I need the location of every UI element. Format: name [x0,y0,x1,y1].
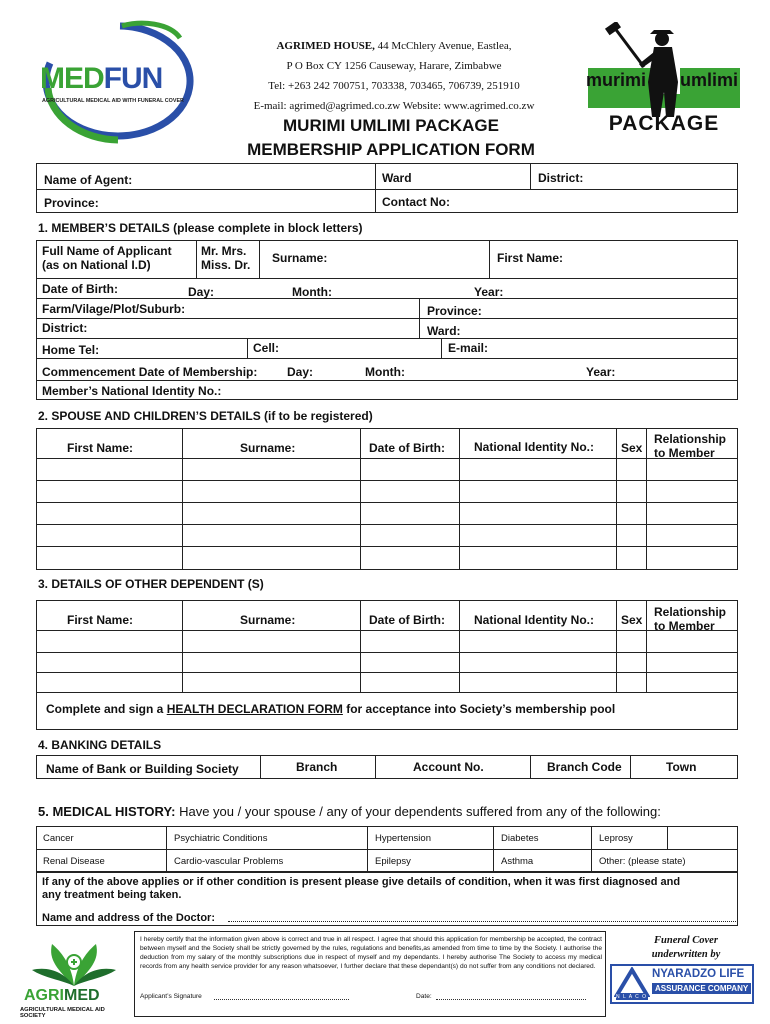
full-name-label-2: (as on National I.D) [42,258,151,272]
commencement-day-field[interactable]: Day: [287,365,314,379]
section-2-title: 2. SPOUSE AND CHILDREN’S DETAILS (if to be registered) [38,409,373,423]
s3-col-first-name: First Name: [67,613,134,627]
town-field[interactable]: Town [666,760,697,774]
agent-district-field[interactable]: District: [538,171,584,185]
condition-psychiatric[interactable]: Psychiatric Conditions [174,833,268,844]
member-province-field[interactable]: Province: [427,304,482,318]
condition-details-line-1: If any of the above applies or if other condition is present please give details of condition, when it was first diagnosed and [42,876,681,888]
health-declaration-link[interactable]: HEALTH DECLARATION FORM [166,702,343,716]
package-logo-package-word: PACKAGE [608,112,720,135]
form-title-line-2: MEMBERSHIP APPLICATION FORM [247,140,535,159]
condition-other[interactable]: Other: (please state) [599,856,686,867]
agrimed-word-agri: AGRI [24,987,64,1004]
member-district-field[interactable]: District: [42,321,88,335]
commencement-label: Commencement Date of Membership: [42,365,258,379]
medfun-word-b: FUN [103,62,163,95]
date-field[interactable]: Date: [416,993,432,1000]
nyaradzo-name-1: NYARADZO LIFE [652,968,745,980]
condition-asthma[interactable]: Asthma [501,856,534,867]
email-web-line: E-mail: agrimed@agrimed.co.zw Website: www.agrimed.co.zw [253,100,535,112]
date-dotted-line [436,999,586,1000]
branch-field[interactable]: Branch [296,760,338,774]
title-miss-dr[interactable]: Miss. Dr. [201,258,251,272]
condition-cardio[interactable]: Cardio-vascular Problems [174,856,284,867]
condition-epilepsy[interactable]: Epilepsy [375,856,411,867]
medfun-tagline: AGRICULTURAL MEDICAL AID WITH FUNERAL COVER [42,98,184,104]
address-line: AGRIMED HOUSE, 44 McChlery Avenue, Eastlea, [276,40,512,52]
nyaradzo-name-2: ASSURANCE COMPANY [652,983,751,994]
package-logo-right-word: umlimi [680,70,739,90]
commencement-year-field[interactable]: Year: [586,365,616,379]
signature-dotted-line [214,999,349,1000]
funeral-cover-note: Funeral Cover underwritten by [651,935,721,960]
package-logo [584,22,744,140]
condition-cancer[interactable]: Cancer [43,833,74,844]
nyaradzo-logo [610,964,754,1004]
medfun-logo [30,18,210,148]
agrimed-tagline: AGRICULTURAL MEDICAL AID SOCIETY [20,1007,105,1019]
national-id-field[interactable]: Member’s National Identity No.: [42,384,222,398]
agent-contact-field[interactable]: Contact No: [382,195,450,209]
s2-col-relationship-2: to Member [654,446,715,460]
s2-col-relationship-1: Relationship [654,432,727,446]
account-no-field[interactable]: Account No. [413,760,484,774]
farm-field[interactable]: Farm/Vilage/Plot/Suburb: [42,302,186,316]
condition-diabetes[interactable]: Diabetes [501,833,539,844]
doctor-dotted-line [228,921,736,922]
tel-line: Tel: +263 242 700751, 703338, 703465, 706739, 251910 [268,80,520,92]
home-tel-field[interactable]: Home Tel: [42,343,100,357]
package-logo-left-word: murimi [586,70,647,90]
condition-hypertension[interactable]: Hypertension [375,833,431,844]
condition-details-line-2: any treatment being taken. [42,889,182,901]
agent-ward-field[interactable]: Ward [382,171,412,185]
agrimed-leaf-icon [18,940,130,990]
s3-col-relationship-1: Relationship [654,605,727,619]
dob-label: Date of Birth: [42,282,118,296]
cell-field[interactable]: Cell: [253,341,280,355]
nyaradzo-tag: N L A C O [616,994,648,1000]
medfun-word-a: MED [40,62,104,95]
surname-field[interactable]: Surname: [272,251,328,265]
s2-col-sex: Sex [621,441,643,455]
s3-col-surname: Surname: [240,613,296,627]
bank-name-field[interactable]: Name of Bank or Building Society [46,762,239,776]
health-declaration-note: Complete and sign a HEALTH DECLARATION FORM for acceptance into Society’s membership pool [46,702,616,716]
agent-province-field[interactable]: Province: [44,196,99,210]
branch-code-field[interactable]: Branch Code [547,760,622,774]
s2-col-national-id: National Identity No.: [474,440,594,454]
s3-col-dob: Date of Birth: [369,613,445,627]
dob-month-field[interactable]: Month: [292,285,332,299]
agrimed-logo [18,940,130,1020]
po-box-line: P O Box CY 1256 Causeway, Harare, Zimbabwe [286,60,502,72]
s2-col-first-name: First Name: [67,441,134,455]
dob-day-field[interactable]: Day: [188,285,215,299]
applicant-signature-field[interactable]: Applicant’s Signature [140,993,202,1000]
dob-year-field[interactable]: Year: [474,285,504,299]
form-title-line-1: MURIMI UMLIMI PACKAGE [283,116,499,135]
email-field[interactable]: E-mail: [448,341,489,355]
section-4-title: 4. BANKING DETAILS [38,738,162,752]
s2-col-surname: Surname: [240,441,296,455]
commencement-month-field[interactable]: Month: [365,365,405,379]
full-name-label-1: Full Name of Applicant [42,244,172,258]
first-name-field[interactable]: First Name: [497,251,564,265]
s2-col-dob: Date of Birth: [369,441,445,455]
s3-col-relationship-2: to Member [654,619,715,633]
condition-leprosy[interactable]: Leprosy [599,833,633,844]
section-5-title: 5. MEDICAL HISTORY: Have you / your spouse / any of your dependents suffered from any of the following: [38,804,661,819]
member-ward-field[interactable]: Ward: [427,324,461,338]
title-mr-mrs[interactable]: Mr. Mrs. [201,244,247,258]
agrimed-word-med: MED [64,987,100,1004]
s3-col-sex: Sex [621,613,643,627]
doctor-field[interactable]: Name and address of the Doctor: [42,912,215,924]
certification-text: I hereby certify that the information given above is correct and true in all respect. I agree that should this application for membership be accepted, the contract between myself and the Society shall be strictly governed by the rules, regulations and benefits,as amended from time to time by the Society. I authorise the deduction from my salary of the monthly subscriptions due in respect of myself and my dependants. I hereby authorise The Society to access my medical records from any health service provider for any reason whatsoever, I further declare that these dependant(s) do not suffer from any conditions not declared. [140,936,602,970]
condition-renal[interactable]: Renal Disease [43,856,105,867]
section-3-title: 3. DETAILS OF OTHER DEPENDENT (S) [38,577,264,591]
name-of-agent-field[interactable]: Name of Agent: [44,173,133,187]
section-1-title: 1. MEMBER’S DETAILS (please complete in block letters) [38,221,363,235]
s3-col-national-id: National Identity No.: [474,613,594,627]
